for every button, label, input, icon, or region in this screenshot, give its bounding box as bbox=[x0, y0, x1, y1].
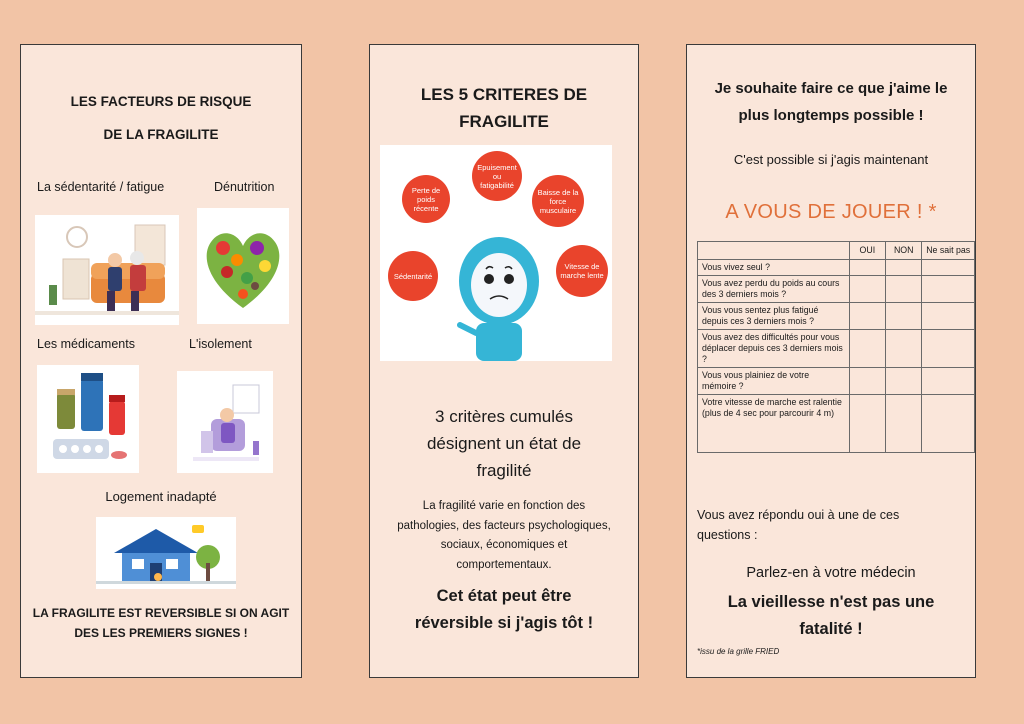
call-to-action: A VOUS DE JOUER ! * bbox=[725, 201, 937, 223]
answer-nsp-cell[interactable] bbox=[922, 303, 975, 330]
table-header-row bbox=[698, 242, 975, 260]
doctor-advice: Parlez-en à votre médecin bbox=[746, 565, 916, 581]
answer-prompt: Vous avez répondu oui à une de ces questions : bbox=[697, 508, 900, 542]
answer-oui-cell[interactable] bbox=[849, 368, 885, 395]
medications-illustration bbox=[37, 365, 139, 473]
isolation-illustration bbox=[177, 371, 273, 473]
col-oui: OUI bbox=[849, 242, 885, 260]
question-cell: Vous vous sentez plus fatigué depuis ces 3 derniers mois ? bbox=[698, 303, 850, 330]
source-note: *issu de la grille FRIED bbox=[697, 647, 780, 656]
answer-oui-cell[interactable] bbox=[849, 330, 885, 368]
reversible-statement: Cet état peut être réversible si j'agis tôt ! bbox=[414, 587, 594, 632]
self-assessment-panel bbox=[686, 44, 976, 678]
final-statement: La vieillesse n'est pas une fatalité ! bbox=[727, 593, 935, 638]
answer-nsp-cell[interactable] bbox=[922, 368, 975, 395]
label-denutrition: Dénutrition bbox=[214, 180, 275, 194]
question-cell: Vous avez perdu du poids au cours des 3 derniers mois ? bbox=[698, 276, 850, 303]
label-sedentarite: La sédentarité / fatigue bbox=[37, 180, 165, 194]
answer-nsp-cell[interactable] bbox=[922, 260, 975, 276]
answer-oui-cell[interactable] bbox=[849, 276, 885, 303]
question-cell: Votre vitesse de marche est ralentie (plus de 4 sec pour parcourir 4 m) bbox=[698, 395, 850, 453]
table-row bbox=[698, 330, 975, 368]
answer-non-cell[interactable] bbox=[886, 276, 922, 303]
criteria-title: LES 5 CRITERES DE FRAGILITE bbox=[420, 85, 588, 131]
answer-oui-cell[interactable] bbox=[849, 260, 885, 276]
answer-non-cell[interactable] bbox=[886, 330, 922, 368]
answer-non-cell[interactable] bbox=[886, 368, 922, 395]
table-row bbox=[698, 276, 975, 303]
answer-oui-cell[interactable] bbox=[849, 303, 885, 330]
risk-factors-title: LES FACTEURS DE RISQUE DE LA FRAGILITE bbox=[70, 94, 252, 142]
sedentary-couple-illustration bbox=[35, 215, 179, 325]
criteria-summary: 3 critères cumulés désignent un état de fragilité bbox=[426, 407, 582, 480]
answer-non-cell[interactable] bbox=[886, 395, 922, 453]
criteria-bubble-perte: Perte de poids récente bbox=[402, 175, 450, 223]
criteria-bubble-force: Baisse de la force musculaire bbox=[532, 175, 584, 227]
question-cell: Vous vous plainiez de votre mémoire ? bbox=[698, 368, 850, 395]
criteria-panel bbox=[369, 44, 639, 678]
house-illustration bbox=[96, 517, 236, 589]
table-row bbox=[698, 368, 975, 395]
self-assessment-heading: Je souhaite faire ce que j'aime le plus longtemps possible ! bbox=[714, 80, 948, 124]
table-row bbox=[698, 303, 975, 330]
criteria-bubble-vitesse: Vitesse de marche lente bbox=[556, 245, 608, 297]
answer-oui-cell[interactable] bbox=[849, 395, 885, 453]
criteria-bubble-sedentarite: Sédentarité bbox=[388, 251, 438, 301]
question-header bbox=[698, 242, 850, 260]
self-assessment-subtitle: C'est possible si j'agis maintenant bbox=[733, 152, 929, 167]
table-row bbox=[698, 260, 975, 276]
answer-nsp-cell[interactable] bbox=[922, 276, 975, 303]
criteria-illustration bbox=[380, 145, 612, 361]
label-logement: Logement inadapté bbox=[105, 489, 217, 504]
criteria-bubble-epuisement: Epuisement ou fatigabilité bbox=[472, 151, 522, 201]
answer-non-cell[interactable] bbox=[886, 303, 922, 330]
col-ne-sait-pas: Ne sait pas bbox=[922, 242, 975, 260]
question-cell: Vous vivez seul ? bbox=[698, 260, 850, 276]
label-isolement: L'isolement bbox=[189, 337, 252, 351]
criteria-explanation: La fragilité varie en fonction des pathologies, des facteurs psychologiques, sociaux, économiques et comportementaux. bbox=[397, 500, 611, 571]
table-row bbox=[698, 395, 975, 453]
vegetable-heart-illustration bbox=[197, 208, 289, 324]
question-cell: Vous avez des difficultés pour vous déplacer depuis ces 3 derniers mois ? bbox=[698, 330, 850, 368]
answer-nsp-cell[interactable] bbox=[922, 330, 975, 368]
answer-nsp-cell[interactable] bbox=[922, 395, 975, 453]
risk-factors-footer: LA FRAGILITE EST REVERSIBLE SI ON AGIT DES LES PREMIERS SIGNES ! bbox=[32, 606, 290, 640]
risk-factors-panel bbox=[20, 44, 302, 678]
fried-questionnaire-table bbox=[697, 241, 975, 453]
answer-non-cell[interactable] bbox=[886, 260, 922, 276]
label-medicaments: Les médicaments bbox=[37, 337, 135, 351]
character-mascot bbox=[456, 233, 542, 361]
col-non: NON bbox=[886, 242, 922, 260]
